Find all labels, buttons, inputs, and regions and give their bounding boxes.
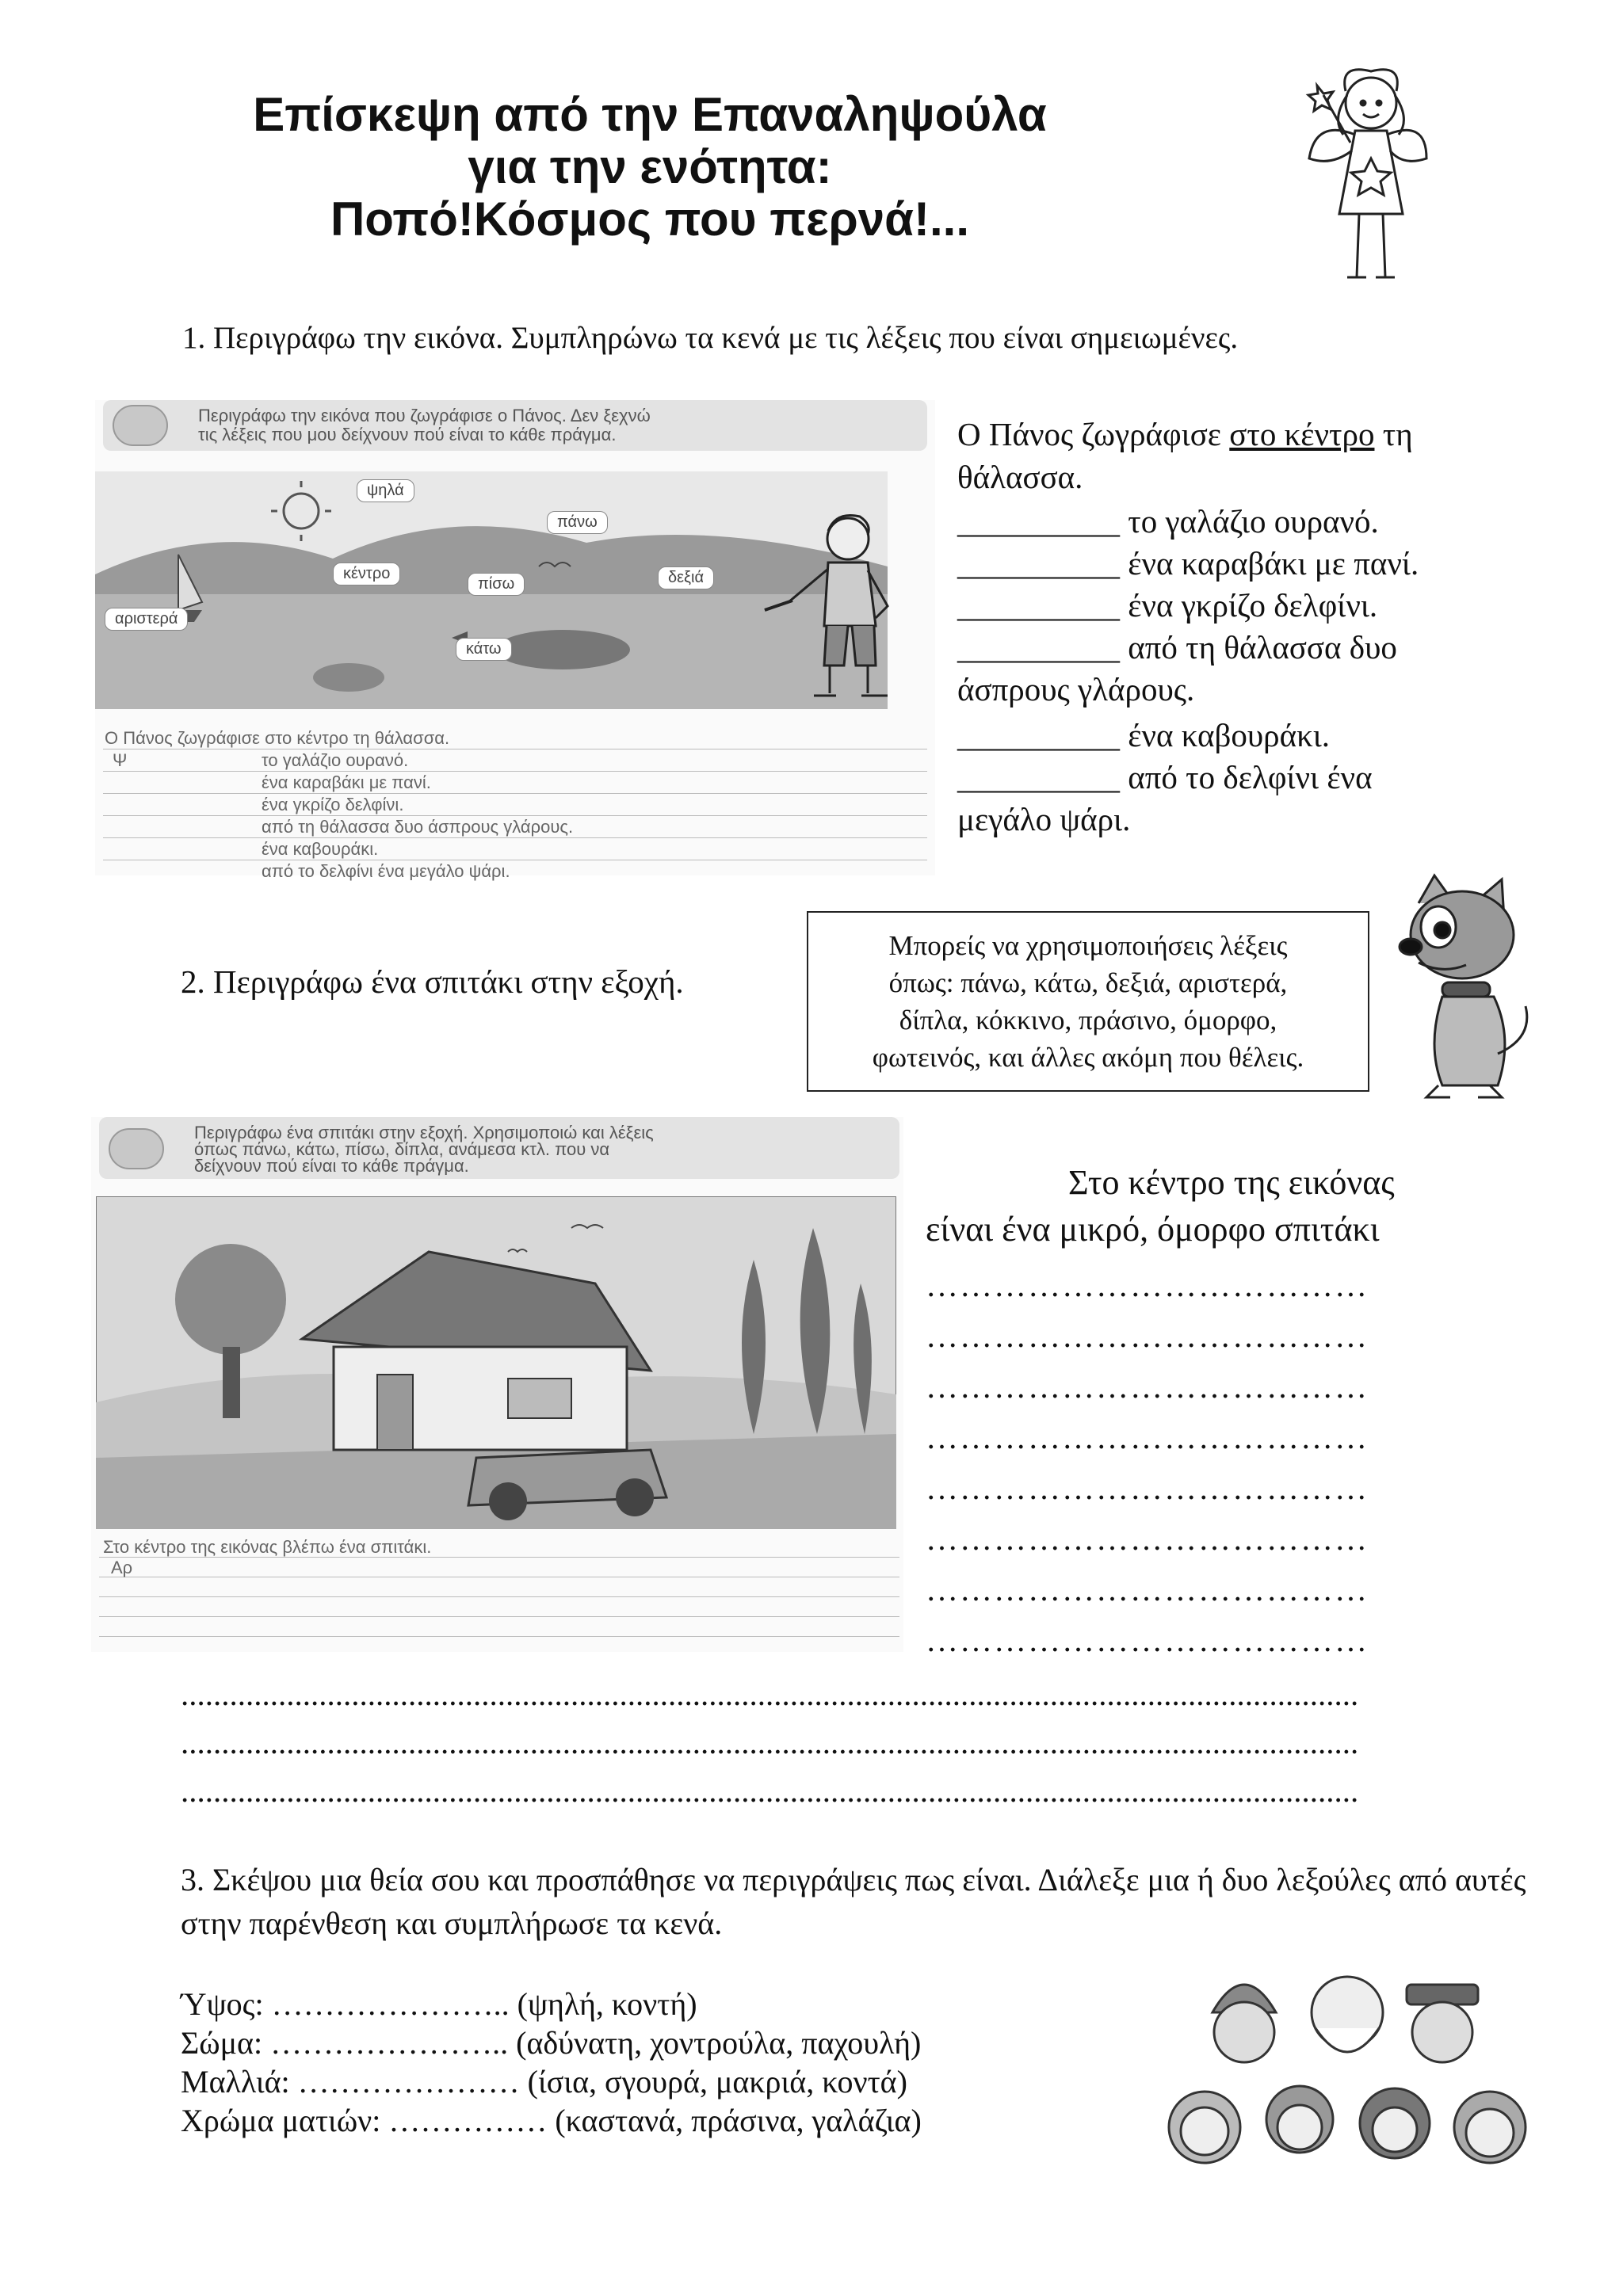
writing-line[interactable]: …………………………………: [926, 1368, 1369, 1405]
ex1-line-first: [957, 414, 1413, 454]
clip-text-line-5: από τη θάλασσα δυο άσπρους γλάρους.: [262, 817, 574, 837]
ex1-first-a: Ο Πάνος ζωγράφισε: [957, 416, 1222, 452]
ex1-row-5-text: ένα καβουράκι.: [1128, 717, 1331, 753]
clip-banner: [99, 1117, 899, 1179]
ex1-row-6-text: από το δελφίνι ένα: [1128, 759, 1373, 795]
hint-line-2: όπως: πάνω, κάτω, δεξιά, αριστερά,: [888, 967, 1288, 998]
ex1-row-5: [957, 715, 1330, 755]
eye-color-label[interactable]: Χρώμα ματιών: ……………: [181, 2103, 548, 2138]
worksheet-title: [143, 89, 1157, 246]
hint-line-3: δίπλα, κόκκινο, πράσινο, όμορφο,: [899, 1005, 1277, 1035]
ex1-row-6-cont: μεγάλο ψάρι.: [957, 801, 1131, 837]
writing-line[interactable]: …………………………………: [926, 1419, 1369, 1455]
hair-options: (ίσια, σγουρά, μακριά, κοντά): [527, 2064, 907, 2100]
blank-field[interactable]: __________: [957, 759, 1120, 795]
eye-color-options: (καστανά, πράσινα, γαλάζια): [555, 2103, 922, 2138]
clip-text-line-4: ένα γκρίζο δελφίνι.: [262, 795, 404, 814]
writing-line[interactable]: …………………………………: [926, 1571, 1369, 1608]
hint-box: [807, 911, 1369, 1092]
hair-row[interactable]: [181, 2062, 922, 2101]
tag-piso: πίσω: [468, 573, 525, 596]
clip-banner-line-2: τις λέξεις που μου δείχνουν πού είναι το κάθε πράγμα.: [198, 425, 617, 444]
ex1-row-4-cont: άσπρους γλάρους.: [957, 671, 1195, 707]
clip-text-line-3: ένα καραβάκι με πανί.: [262, 772, 431, 792]
writing-area-full[interactable]: [181, 1670, 1512, 1815]
ex1-row-4-text: από τη θάλασσα δυο: [1128, 629, 1397, 666]
clip-banner: [103, 400, 927, 451]
exercise-1-instruction: 1. Περιγράφω την εικόνα. Συμπληρώνω τα κενά με τις λέξεις που είναι σημειωμένες.: [182, 321, 1239, 355]
clip-text-line-7: από το δελφίνι ένα μεγάλο ψάρι.: [262, 861, 510, 881]
clip2-banner-line-2: όπως πάνω, κάτω, πίσω, δίπλα, ανάμεσα κτλ. που να: [194, 1139, 610, 1159]
title-line-2: για την ενότητα:: [468, 140, 832, 193]
ex1-row-4: [957, 627, 1397, 667]
writing-line[interactable]: .................................................................................................................................................: [181, 1676, 1359, 1712]
height-row[interactable]: [181, 1985, 922, 2023]
ex1-row-2: [957, 543, 1419, 583]
clip2-banner-line-1: Περιγράφω ένα σπιτάκι στην εξοχή. Χρησιμοποιώ και λέξεις: [194, 1123, 654, 1142]
clip2-text-line-2: Αρ: [111, 1558, 133, 1577]
ex2-start-line-2: είναι ένα μικρό, όμορφο σπιτάκι: [926, 1210, 1380, 1249]
clip-banner-line-1: Περιγράφω την εικόνα που ζωγράφισε ο Πάνος. Δεν ξεχνώ: [198, 406, 651, 425]
exercise-2-book-clip: [91, 1117, 903, 1652]
height-options: (ψηλή, κοντή): [517, 1986, 697, 2022]
tag-psila: ψηλά: [357, 479, 414, 502]
ex1-first-b: τη: [1382, 416, 1413, 452]
hint-line-4: φωτεινός, και άλλες ακόμη που θέλεις.: [872, 1042, 1304, 1073]
cat-illustration: [1363, 871, 1545, 1109]
writing-line[interactable]: …………………………………: [926, 1470, 1369, 1506]
clip2-text-line-1: Στο κέντρο της εικόνας βλέπω ένα σπιτάκι.: [103, 1537, 432, 1557]
writing-line[interactable]: …………………………………: [926, 1622, 1369, 1658]
ex1-row-3: [957, 585, 1377, 625]
tag-kentro: κέντρο: [333, 563, 400, 585]
tag-pano: πάνω: [547, 511, 608, 534]
tag-deksia: δεξιά: [658, 566, 714, 589]
tag-aristera: αριστερά: [105, 608, 188, 631]
blank-field[interactable]: __________: [957, 629, 1120, 666]
writing-line[interactable]: .................................................................................................................................................: [181, 1724, 1359, 1760]
height-label[interactable]: Ύψος: …………………..: [181, 1986, 510, 2022]
ex1-first-underlined: στο κέντρο: [1229, 416, 1375, 452]
ex1-row-1: [957, 502, 1379, 541]
blank-field[interactable]: __________: [957, 717, 1120, 753]
eye-color-row[interactable]: [181, 2101, 922, 2140]
child-avatar-icon: [113, 405, 168, 446]
family-faces-illustration: [1157, 1957, 1537, 2187]
ex1-row-3-text: ένα γκρίζο δελφίνι.: [1128, 587, 1378, 624]
body-row[interactable]: [181, 2023, 922, 2062]
child-avatar-icon: [109, 1128, 164, 1169]
writing-line[interactable]: .................................................................................................................................................: [181, 1772, 1359, 1809]
hair-label[interactable]: Μαλλιά: …………………: [181, 2064, 520, 2100]
body-options: (αδύνατη, χοντρούλα, παχουλή): [516, 2025, 922, 2061]
clip-text-line-2: το γαλάζιο ουρανό.: [262, 750, 409, 770]
countryside-house-illustration: [96, 1196, 896, 1529]
title-line-3: Ποπό!Κόσμος που περνά!...: [330, 193, 970, 246]
clip2-banner-line-3: δείχνουν πού είναι το κάθε πράγμα.: [194, 1156, 469, 1176]
exercise-3-instruction: 3. Σκέψου μια θεία σου και προσπάθησε να περιγράψεις πως είναι. Διάλεξε μια ή δυο λεξούλες από αυτές στην παρένθεση και συμπλήρωσε τα κενά.: [181, 1862, 1526, 1941]
hint-line-1: Μπορείς να χρησιμοποιήσεις λέξεις: [888, 930, 1288, 961]
ex1-row-2-text: ένα καραβάκι με πανί.: [1128, 545, 1419, 582]
boy-painter-illustration: [757, 507, 923, 713]
writing-line[interactable]: …………………………………: [926, 1267, 1369, 1303]
clip-text-psi: Ψ: [113, 750, 128, 770]
ex1-row-1-text: το γαλάζιο ουρανό.: [1128, 503, 1379, 540]
blank-field[interactable]: __________: [957, 545, 1120, 582]
tag-kato: κάτω: [456, 638, 512, 661]
ex1-first-cont: θάλασσα.: [957, 459, 1083, 495]
exercise-2-instruction: 2. Περιγράφω ένα σπιτάκι στην εξοχή.: [181, 963, 684, 1000]
body-label[interactable]: Σώμα: …………………..: [181, 2025, 509, 2061]
ex2-start-line-1: Στο κέντρο της εικόνας: [1068, 1163, 1395, 1202]
exercise-3-fields: [181, 1985, 922, 2140]
clip-text-line-6: ένα καβουράκι.: [262, 839, 379, 859]
title-line-1: Επίσκεψη από την Επαναληψούλα: [253, 88, 1047, 141]
blank-field[interactable]: __________: [957, 503, 1120, 540]
writing-line[interactable]: …………………………………: [926, 1318, 1369, 1354]
blank-field[interactable]: __________: [957, 587, 1120, 624]
fairy-illustration: [1300, 48, 1434, 293]
ex1-row-6: [957, 757, 1373, 797]
clip-text-line-1: Ο Πάνος ζωγράφισε στο κέντρο τη θάλασσα.: [105, 728, 450, 748]
writing-line[interactable]: …………………………………: [926, 1520, 1369, 1557]
writing-area-right[interactable]: [926, 1260, 1369, 1665]
